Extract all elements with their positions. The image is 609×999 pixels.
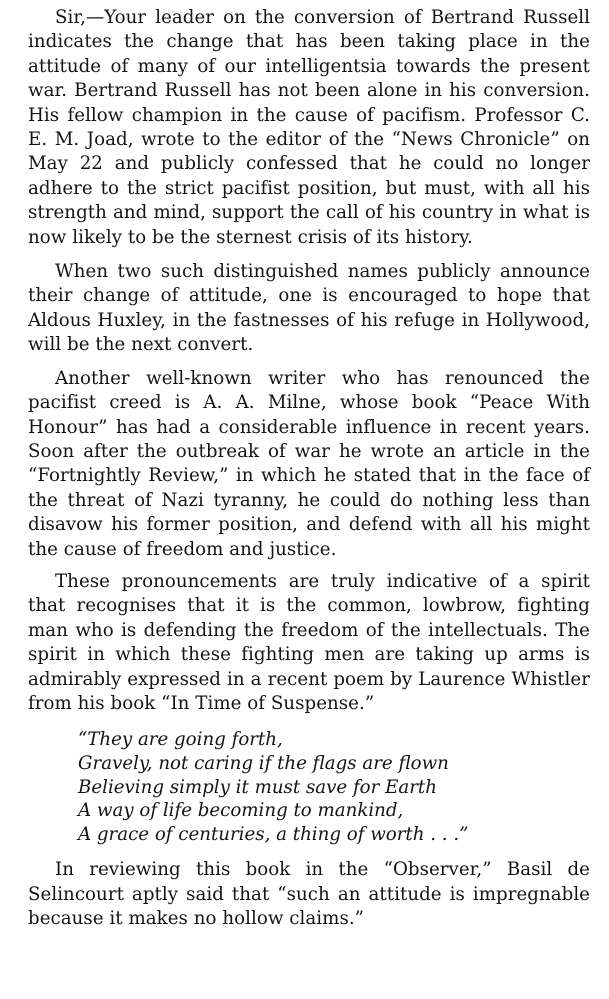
paragraph-russell-joad: Sir,—Your leader on the conversion of Bertrand Russell indicates the change that has been taking place in the attitude of many of our intelligentsia towards the present war. Bertrand Russell has not been alone in his conversion. His fellow champion in the cause of pacifism. Professor C. E. M. Joad, wrote to the editor of the “News Chronicle” on May 22 and publicly confessed that he could no longer adhere to the strict pacifist position, but must, with all his strength and mind, support the call of his country in what is now likely to be the sternest crisis of its history.: [28, 7, 590, 248]
poem-line: Gravely, not caring if the flags are flown: [78, 752, 449, 774]
poem-line: Believing simply it must save for Earth: [78, 776, 437, 798]
paragraph-huxley: When two such distinguished names publicly announce their change of attitude, one is encouraged to hope that Aldous Huxley, in the fastnesses of his refuge in Hollywood, will be the next convert.: [28, 261, 590, 356]
poem-line: “They are going forth,: [78, 729, 283, 751]
paragraph-pronouncements: These pronouncements are truly indicative of a spirit that recognises that it is the common, lowbrow, fighting man who is defending the freedom of the intellectuals. The spirit in which these fighting men are taking up arms is admirably expressed in a recent poem by Laurence Whistler from his book “In Time of Suspense.”: [28, 570, 590, 714]
paragraph-closing: In reviewing this book in the “Observer,” Basil de Selincourt aptly said that “such an attitude is impregnable because it makes no hollow claims.”: [28, 859, 590, 930]
poem-quotation: [78, 728, 590, 846]
poem-line: A grace of centuries, a thing of worth . . .”: [78, 823, 469, 845]
letter-column: [28, 6, 590, 932]
poem-line: A way of life becoming to mankind,: [78, 800, 404, 822]
paragraph-milne: Another well-known writer who has renounced the pacifist creed is A. A. Milne, whose book “Peace With Honour” has had a considerable influence in recent years. Soon after the outbreak of war he wrote an article in the “Fortnightly Review,” in which he stated that in the face of the threat of Nazi tyranny, he could do nothing less than disavow his former position, and defend with all his might the cause of freedom and justice.: [28, 367, 590, 560]
